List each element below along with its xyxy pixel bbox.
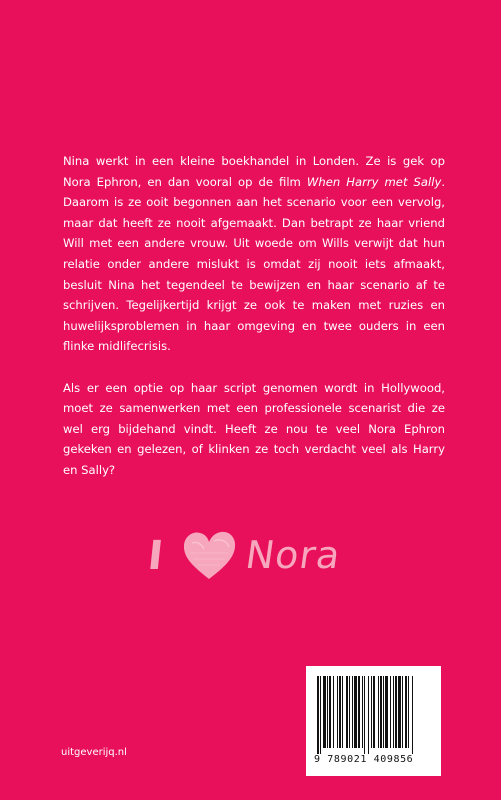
barcode-bar [352, 676, 353, 748]
barcode-bar [398, 676, 401, 748]
barcode-bar [342, 676, 343, 748]
barcode-bar [329, 676, 331, 748]
barcode-bar [346, 676, 348, 748]
film-title: When Harry met Sally [306, 174, 442, 189]
barcode-bar [339, 676, 341, 748]
barcode-bar [405, 676, 407, 748]
logo-letter-i: I [145, 533, 166, 579]
blurb-p1-end: . Daarom is ze ooit begonnen aan het scenario voor een vervolg, maar dat heeft ze nooit afgemaakt. Dan betrapt ze haar vriend Will met een andere vrouw. Uit woede om Wills verwijt dat hun relatie onder andere mislukt is omdat zij nooit iets afmaakt, besluit Nina het tegendeel te bewijzen en haar scenario af te schrijven. Tegelijkertijd krijgt ze ook te maken met ruzies en huwelijksproblemen in haar omgeving en twee ouders in een flinke midlifecrisis. [63, 174, 445, 354]
blurb-paragraph-2: Als er een optie op haar script genomen wordt in Hollywood, moet ze samenwerken met een professionele scenarist die ze wel erg bijdehand vindt. Heeft ze nou te veel Nora Ephron gekeken en gelezen, of klinken ze toch verdacht veel als Harry en Sally? [63, 380, 445, 477]
blurb-text [63, 151, 445, 481]
barcode-bar [317, 676, 319, 754]
barcode-bar [349, 676, 350, 748]
publisher-website: uitgeverijq.nl [61, 747, 127, 758]
barcode-bar [385, 676, 388, 748]
i-love-nora-logo [145, 527, 358, 589]
barcode-bar [408, 676, 409, 748]
blurb-paragraph-1 [63, 151, 445, 357]
barcode-bar [337, 676, 338, 748]
barcode-bar [354, 676, 357, 748]
barcode-bar [320, 676, 321, 754]
heart-icon [180, 529, 238, 583]
barcode [306, 666, 441, 776]
barcode-bar [371, 676, 372, 748]
barcode-bar [333, 676, 334, 748]
barcode-bar [393, 676, 394, 748]
barcode-bar [402, 676, 403, 748]
barcode-bar [327, 676, 328, 748]
barcode-bar [364, 676, 365, 754]
isbn-number: 9 789021 409856 [314, 754, 414, 765]
barcode-bar [323, 676, 326, 748]
barcode-bar [412, 676, 413, 754]
blurb-p1-start: Nina werkt in een kleine boekhandel in Londen. Ze is gek op Nora Ephron, en dan vooral op de film [63, 154, 445, 189]
barcode-bar [362, 676, 363, 748]
barcode-bar [358, 676, 360, 748]
barcode-bar [383, 676, 384, 748]
barcode-bars [317, 676, 430, 754]
barcode-bar [378, 676, 379, 748]
barcode-bar [368, 676, 369, 754]
barcode-bar [380, 676, 382, 748]
logo-word-nora: Nora [242, 533, 344, 577]
barcode-bar [395, 676, 397, 748]
barcode-bar [373, 676, 375, 748]
barcode-bar [390, 676, 391, 748]
